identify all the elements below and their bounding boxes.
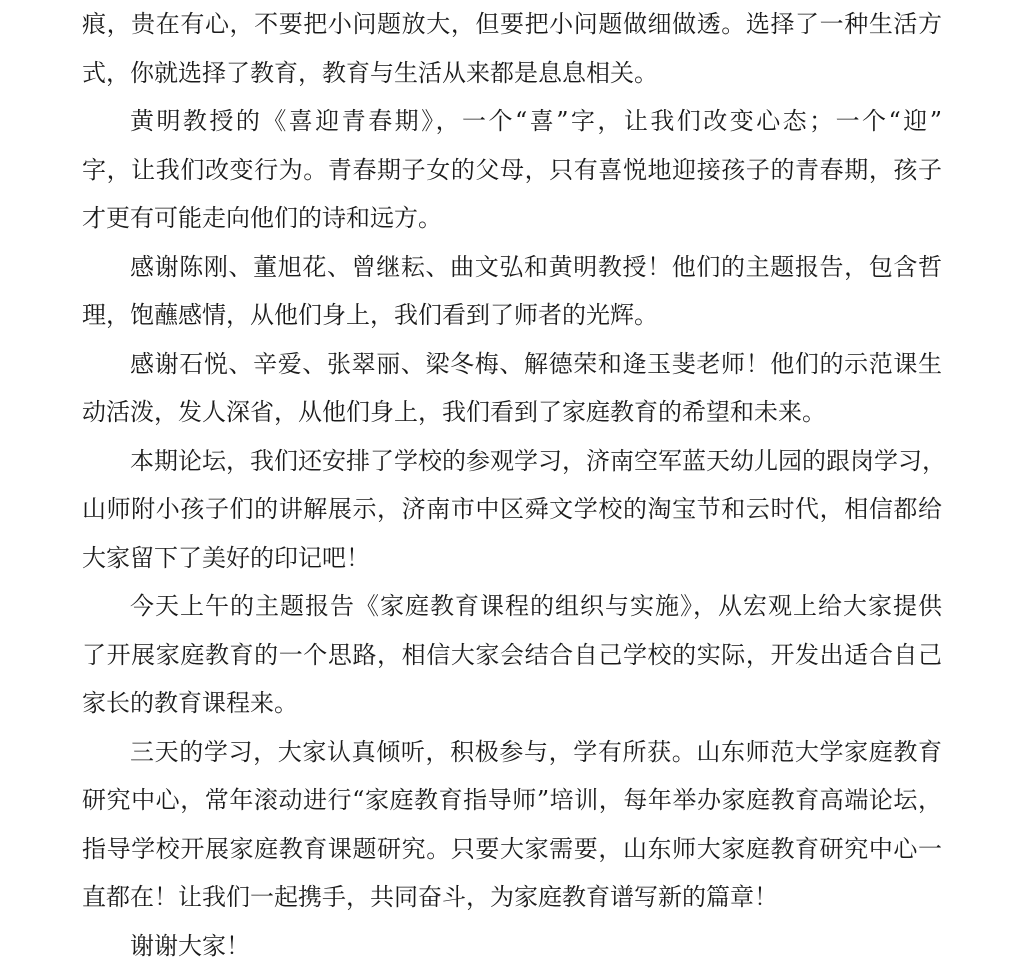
text-line: 研究中心，常年滚动进行“家庭教育指导师”培训，每年举办家庭教育高端论坛， (82, 776, 942, 825)
text-line: 家长的教育课程来。 (82, 679, 942, 728)
text-line: 三天的学习，大家认真倾听，积极参与，学有所获。山东师范大学家庭教育 (82, 728, 942, 777)
paragraph-1 (82, 0, 942, 97)
text-line: 黄明教授的《喜迎青春期》，一个“喜”字，让我们改变心态；一个“迎” (82, 97, 942, 146)
text-line: 理，饱蘸感情，从他们身上，我们看到了师者的光辉。 (82, 291, 942, 340)
text-line: 今天上午的主题报告《家庭教育课程的组织与实施》，从宏观上给大家提供 (82, 582, 942, 631)
paragraph-2 (82, 97, 942, 243)
text-line: 式，你就选择了教育，教育与生活从来都是息息相关。 (82, 49, 942, 98)
text-line: 感谢石悦、辛爱、张翠丽、梁冬梅、解德荣和逄玉斐老师！他们的示范课生 (82, 340, 942, 389)
text-line: 大家留下了美好的印记吧！ (82, 534, 942, 583)
paragraph-4 (82, 340, 942, 437)
text-line: 谢谢大家！ (82, 922, 942, 970)
text-line: 动活泼，发人深省，从他们身上，我们看到了家庭教育的希望和未来。 (82, 388, 942, 437)
text-line: 山师附小孩子们的讲解展示，济南市中区舜文学校的淘宝节和云时代，相信都给 (82, 485, 942, 534)
text-line: 才更有可能走向他们的诗和远方。 (82, 194, 942, 243)
paragraph-7 (82, 728, 942, 922)
document-body (82, 0, 942, 970)
paragraph-6 (82, 582, 942, 728)
text-line: 字，让我们改变行为。青春期子女的父母，只有喜悦地迎接孩子的青春期，孩子 (82, 146, 942, 195)
text-line: 直都在！让我们一起携手，共同奋斗，为家庭教育谱写新的篇章！ (82, 873, 942, 922)
text-line: 了开展家庭教育的一个思路，相信大家会结合自己学校的实际，开发出适合自己 (82, 631, 942, 680)
text-line: 痕，贵在有心，不要把小问题放大，但要把小问题做细做透。选择了一种生活方 (82, 0, 942, 49)
text-line: 本期论坛，我们还安排了学校的参观学习，济南空军蓝天幼儿园的跟岗学习， (82, 437, 942, 486)
text-line: 指导学校开展家庭教育课题研究。只要大家需要，山东师大家庭教育研究中心一 (82, 825, 942, 874)
paragraph-3 (82, 243, 942, 340)
paragraph-5 (82, 437, 942, 583)
text-line: 感谢陈刚、董旭花、曾继耘、曲文弘和黄明教授！他们的主题报告，包含哲 (82, 243, 942, 292)
